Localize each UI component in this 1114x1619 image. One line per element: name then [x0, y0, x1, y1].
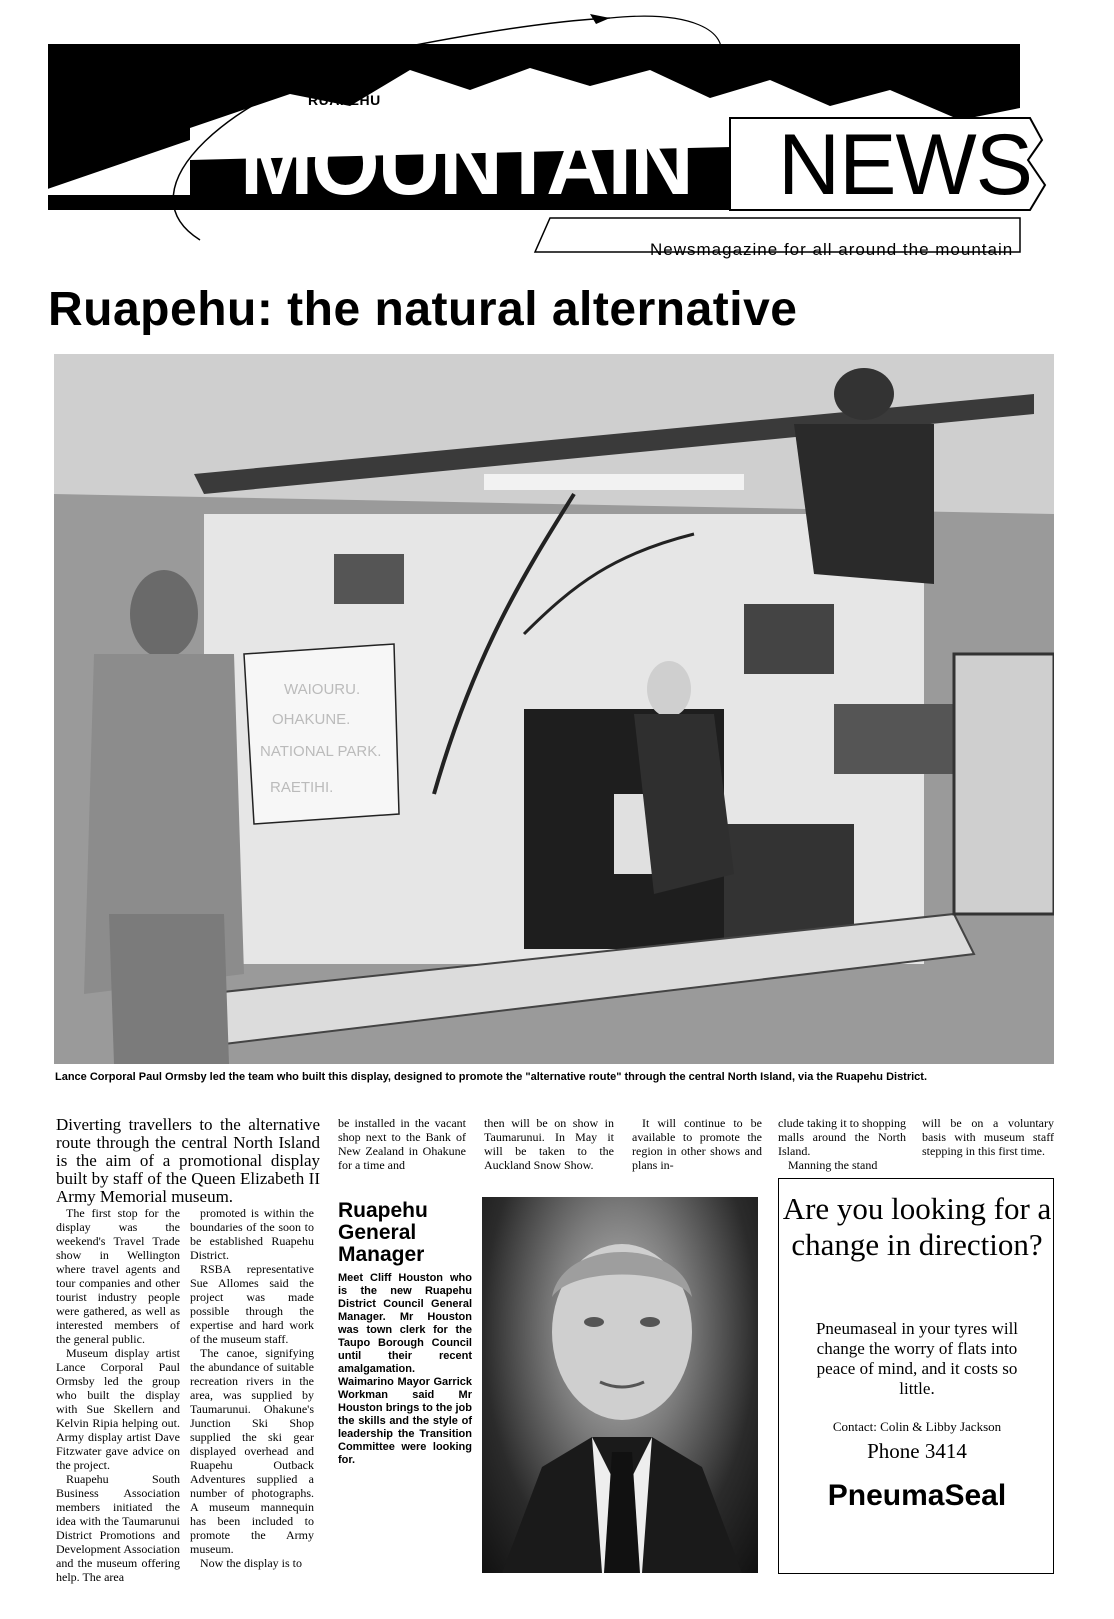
- article-paragraph: be installed in the vacant shop next to the Bank of New Zealand in Ohakune for a time and: [338, 1116, 466, 1172]
- advert-headline: Are you looking for a change in direction?: [782, 1191, 1052, 1262]
- article-lead: Diverting travellers to the alternative route through the central North Island is the aim of a promotional display built by staff of the Queen Elizabeth II Army Memorial museum.: [56, 1115, 320, 1206]
- masthead-title-mountain: MOUNTAIN: [240, 114, 692, 213]
- article-paragraph: then will be on show in Taumarunui. In May it will be taken to the Auckland Snow Show.: [484, 1116, 614, 1172]
- portrait-figure: [482, 1197, 758, 1573]
- gm-portrait: [482, 1197, 758, 1573]
- article-paragraph: Now the display is to: [200, 1556, 302, 1570]
- masthead-kicker: RUAPEHU: [308, 92, 381, 108]
- page-headline: Ruapehu: the natural alternative: [48, 283, 798, 336]
- pneumaseal-advert: [778, 1178, 1054, 1574]
- article-column-5: [632, 1116, 762, 1172]
- article-paragraph: clude taking it to shopping malls around the North Island.: [778, 1116, 906, 1158]
- article-paragraph: will be on a voluntary basis with museum staff stepping in this first time.: [922, 1116, 1054, 1158]
- gm-heading: Ruapehu General Manager: [338, 1199, 428, 1266]
- photo-scene: [54, 354, 1054, 1064]
- article-column-3: [338, 1116, 466, 1172]
- advert-brand: PneumaSeal: [827, 1479, 1007, 1512]
- article-paragraph: The canoe, signifying the abundance of suitable recreation rivers in the area, was supplied by Taumarunui. Ohakune's Junction Ski Shop supplied the ski gear displayed overhead and Ruapehu Outback Adventures supplied a number of photographs. A museum mannequin has been included to promote the Army museum.: [190, 1346, 314, 1556]
- article-paragraph: Ruapehu South Business Association members initiated the idea with the Taumarunui District Promotions and Development Association and the museum offering help. The area: [56, 1472, 180, 1584]
- advert-phone: Phone 3414: [867, 1439, 967, 1463]
- masthead-tagline: Newsmagazine for all around the mountain: [650, 240, 1014, 259]
- article-paragraph: Manning the stand: [788, 1158, 878, 1172]
- article-paragraph: RSBA representative Sue Allomes said the project was made possible through the expertise and hard work of the museum staff.: [190, 1262, 314, 1346]
- sign-line-3: NATIONAL PARK.: [260, 743, 382, 760]
- article-column-7: [922, 1116, 1054, 1158]
- sign-line-1: WAIOURU.: [284, 681, 361, 698]
- masthead-title-news: NEWS: [778, 117, 1032, 213]
- article-column-2: [190, 1206, 314, 1570]
- article-paragraph: The first stop for the display was the weekend's Travel Trade show in Wellington where travel agents and tour companies and other tourist industry people were gathered, as well as interested members of the general public.: [56, 1206, 180, 1346]
- sign-line-4: RAETIHI.: [270, 779, 334, 796]
- article-column-4: [484, 1116, 614, 1172]
- gm-body: Meet Cliff Houston who is the new Ruapehu District Council General Manager. Mr Houston was town clerk for the Taupo Borough Council until their recent amalgamation. Waimarino Mayor Garrick Workman said Mr Houston brings to the job the skills and the style of leadership the Transition Committee were looking for.: [338, 1272, 472, 1466]
- article-paragraph: It will continue to be available to promote the region in other shows and plans in-: [632, 1116, 762, 1172]
- advert-contact: Contact: Colin & Libby Jackson: [832, 1419, 1002, 1434]
- sign-line-2: OHAKUNE.: [272, 711, 351, 728]
- advert-body: Pneumaseal in your tyres will change the worry of flats into peace of mind, and it costs so little.: [815, 1319, 1019, 1398]
- article-paragraph: Museum display artist Lance Corporal Paul Ormsby led the group who built the display with Sue Skellern and Kelvin Ripia helping out. Army display artist Dave Fitzwater gave advice on the project.: [56, 1346, 180, 1472]
- photo-caption: Lance Corporal Paul Ormsby led the team who built this display, designed to promote the "alternative route" through the central North Island, via the Ruapehu District.: [55, 1071, 928, 1083]
- article-paragraph: promoted is within the boundaries of the soon to be established Ruapehu District.: [190, 1206, 314, 1262]
- display-photo: [54, 354, 1054, 1064]
- masthead: [30, 10, 1070, 260]
- article-column-1: [56, 1206, 180, 1584]
- article-column-6: [778, 1116, 906, 1172]
